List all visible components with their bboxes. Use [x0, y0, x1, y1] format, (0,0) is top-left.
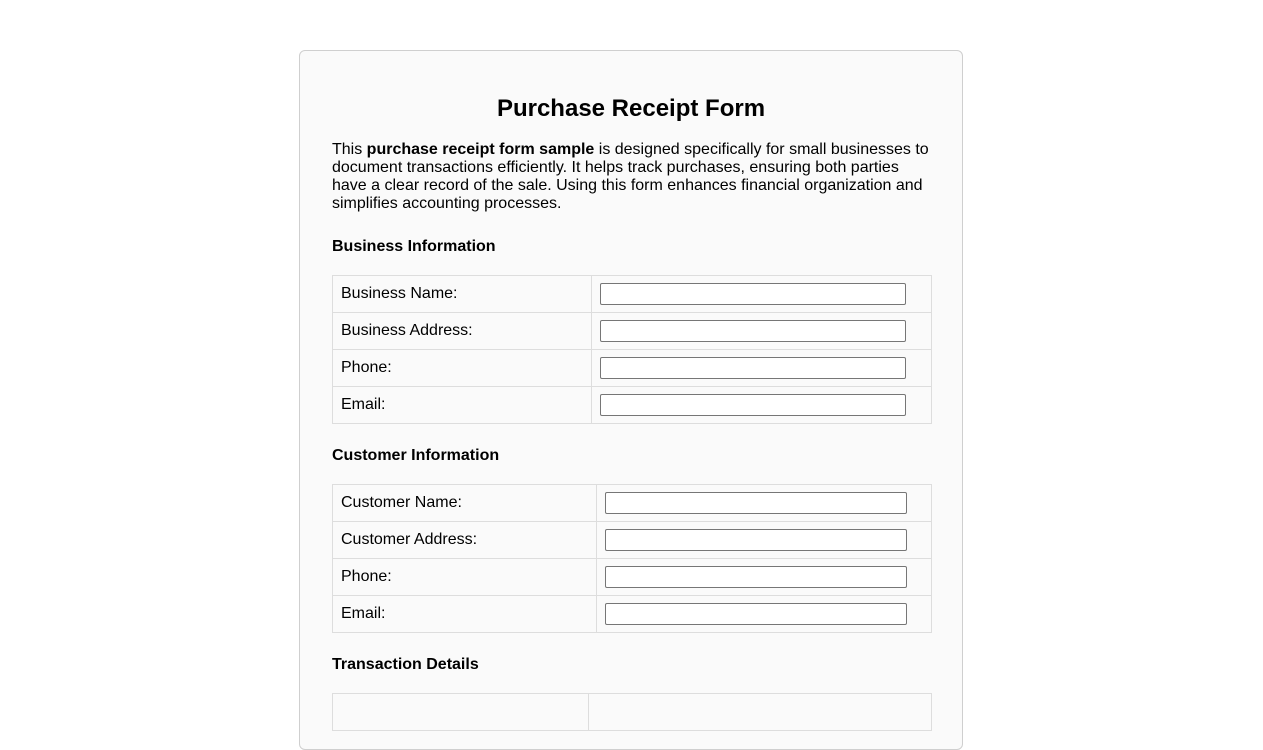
customer-email-input[interactable] [605, 603, 907, 625]
page-title: Purchase Receipt Form [496, 95, 766, 122]
table-row [333, 350, 932, 387]
input-cell [592, 313, 932, 350]
customer-name-label: Customer Name: [333, 485, 597, 522]
table-row [333, 522, 932, 559]
table-row [333, 387, 932, 424]
intro-prefix: This [332, 141, 367, 158]
intro-suffix: is designed specifically for small businesses to document transactions efficiently. It helps track purchases, ensuring both parties have a clear record of the sale. Using this form enhances financial organization and simplifies accounting processes. [332, 141, 929, 212]
customer-information-heading: Customer Information [332, 447, 500, 464]
input-cell [592, 276, 932, 313]
input-cell [597, 559, 932, 596]
transaction-label-cell [333, 694, 589, 731]
input-cell [597, 485, 932, 522]
business-phone-label: Phone: [333, 350, 592, 387]
customer-phone-label: Phone: [333, 559, 597, 596]
customer-information-table [332, 484, 932, 633]
business-information-table [332, 275, 932, 424]
business-email-label: Email: [333, 387, 592, 424]
business-phone-input[interactable] [600, 357, 906, 379]
business-information-heading: Business Information [332, 238, 496, 255]
transaction-details-table [332, 693, 932, 731]
customer-name-input[interactable] [605, 492, 907, 514]
business-address-input[interactable] [600, 320, 906, 342]
customer-email-label: Email: [333, 596, 597, 633]
purchase-receipt-card [299, 50, 963, 750]
table-row [333, 559, 932, 596]
input-cell [592, 350, 932, 387]
business-email-input[interactable] [600, 394, 906, 416]
business-name-input[interactable] [600, 283, 906, 305]
table-row [333, 276, 932, 313]
customer-address-input[interactable] [605, 529, 907, 551]
table-row [333, 485, 932, 522]
input-cell [597, 596, 932, 633]
input-cell [589, 694, 932, 731]
input-cell [597, 522, 932, 559]
form-description [332, 141, 932, 213]
customer-phone-input[interactable] [605, 566, 907, 588]
table-row [333, 694, 932, 731]
table-row [333, 313, 932, 350]
table-row [333, 596, 932, 633]
business-address-label: Business Address: [333, 313, 592, 350]
transaction-details-heading: Transaction Details [332, 656, 479, 673]
business-name-label: Business Name: [333, 276, 592, 313]
intro-bold-text: purchase receipt form sample [366, 141, 595, 158]
customer-address-label: Customer Address: [333, 522, 597, 559]
input-cell [592, 387, 932, 424]
